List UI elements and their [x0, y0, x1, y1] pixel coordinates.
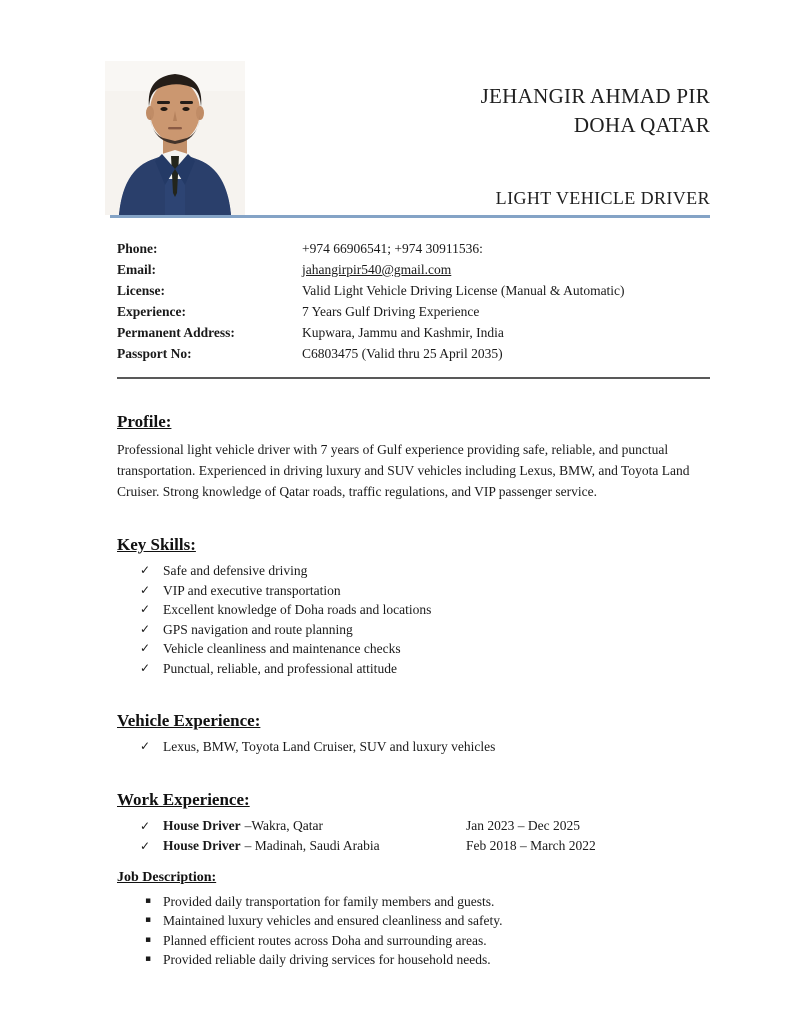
job-dates: Feb 2018 – March 2022 — [466, 837, 596, 853]
phone-value: +974 66906541; +974 30911536: — [302, 241, 483, 256]
vehicle-experience-list — [117, 737, 710, 757]
profile-photo — [105, 61, 245, 215]
job-dates: Jan 2023 – Dec 2025 — [466, 817, 580, 833]
job-summary — [163, 836, 466, 856]
check-icon: ✓ — [140, 838, 151, 853]
square-bullet-icon: ▪ — [145, 915, 152, 925]
resume-header — [0, 0, 791, 219]
work-experience-section — [117, 790, 710, 856]
check-icon: ✓ — [140, 818, 151, 833]
contact-row-email — [117, 259, 710, 280]
skill-text: VIP and executive transportation — [163, 582, 341, 598]
square-bullet-icon: ▪ — [145, 895, 152, 906]
name-block — [481, 82, 710, 140]
email-value — [302, 259, 710, 280]
list-item — [140, 620, 710, 640]
contact-label: License: — [117, 283, 165, 298]
contact-label: Permanent Address: — [117, 325, 235, 340]
contact-row-experience — [117, 301, 710, 322]
vehicle-experience-section — [117, 711, 710, 757]
list-item — [140, 600, 710, 620]
profile-text: Professional light vehicle driver with 7 years of Gulf experience providing safe, reliable, and punctual transportation. Experienced in driving luxury and SUV vehicles including Lexus, BMW, and Toyota Land Cruiser. Strong knowledge of Qatar roads, traffic regulations, and VIP passenger service. — [117, 442, 690, 499]
list-item — [140, 581, 710, 601]
contact-row-passport — [117, 343, 710, 364]
key-skills-list — [117, 561, 710, 678]
list-item — [140, 737, 710, 757]
profile-heading: Profile: — [117, 412, 172, 431]
contact-row-license — [117, 280, 710, 301]
address-value: Kupwara, Jammu and Kashmir, India — [302, 325, 504, 340]
duty-text: Provided daily transportation for family members and guests. — [163, 893, 495, 909]
job-title-text: House Driver — [163, 817, 241, 833]
list-item — [140, 561, 710, 581]
duty-text: Maintained luxury vehicles and ensured cleanliness and safety. — [163, 913, 503, 928]
duty-text: Planned efficient routes across Doha and surrounding areas. — [163, 932, 487, 948]
work-experience-heading: Work Experience: — [117, 789, 250, 809]
list-item — [145, 931, 710, 951]
list-item — [145, 950, 710, 970]
job-description-heading: Job Description: — [117, 869, 217, 885]
vehicle-text: Lexus, BMW, Toyota Land Cruiser, SUV and luxury vehicles — [163, 739, 496, 754]
check-icon: ✓ — [140, 641, 151, 655]
candidate-name: JEHANGIR AHMAD PIR — [480, 84, 710, 108]
skill-text: Punctual, reliable, and professional attitude — [163, 660, 397, 676]
contact-label: Email: — [117, 262, 156, 277]
square-bullet-icon: ▪ — [145, 934, 152, 945]
duty-text: Provided reliable daily driving services for household needs. — [163, 952, 491, 967]
experience-value: 7 Years Gulf Driving Experience — [302, 304, 480, 319]
job-summary — [163, 816, 466, 836]
passport-value: C6803475 (Valid thru 25 April 2035) — [302, 346, 503, 361]
check-icon: ✓ — [140, 739, 151, 753]
contact-block — [117, 219, 710, 364]
candidate-location: DOHA QATAR — [573, 113, 710, 137]
job-description-list — [117, 892, 710, 970]
email-link[interactable]: jahangirpir540@gmail.com — [302, 262, 452, 277]
list-item — [140, 639, 710, 659]
skill-text: GPS navigation and route planning — [163, 621, 353, 637]
license-value: Valid Light Vehicle Driving License (Manual & Automatic) — [302, 283, 625, 298]
check-icon: ✓ — [140, 563, 151, 577]
job-location: –Wakra, Qatar — [244, 817, 323, 833]
contact-row-address — [117, 322, 710, 343]
skill-text: Excellent knowledge of Doha roads and locations — [163, 602, 432, 617]
profile-section — [117, 412, 710, 502]
list-item — [145, 892, 710, 912]
list-item — [145, 911, 710, 931]
contact-row-phone — [117, 238, 710, 259]
key-skills-heading: Key Skills: — [117, 535, 196, 554]
check-icon: ✓ — [140, 602, 151, 616]
contact-label: Phone: — [117, 241, 158, 256]
job-title-text: House Driver — [163, 837, 241, 853]
skill-text: Vehicle cleanliness and maintenance checks — [163, 641, 401, 656]
square-bullet-icon: ▪ — [145, 954, 152, 964]
work-experience-row — [117, 816, 710, 836]
section-divider — [117, 377, 710, 379]
work-experience-row — [117, 836, 710, 856]
check-icon: ✓ — [140, 660, 151, 675]
contact-label: Experience: — [117, 304, 186, 319]
job-description-section — [117, 870, 710, 970]
header-accent-divider — [110, 215, 710, 218]
portrait-illustration — [105, 61, 245, 215]
list-item — [140, 659, 710, 679]
key-skills-section — [117, 535, 710, 678]
vehicle-experience-heading: Vehicle Experience: — [117, 711, 261, 730]
check-icon: ✓ — [140, 582, 151, 597]
job-location: – Madinah, Saudi Arabia — [244, 837, 380, 853]
job-title: LIGHT VEHICLE DRIVER — [495, 188, 710, 208]
check-icon: ✓ — [140, 621, 151, 636]
contact-label: Passport No: — [117, 346, 192, 361]
skill-text: Safe and defensive driving — [163, 563, 308, 578]
